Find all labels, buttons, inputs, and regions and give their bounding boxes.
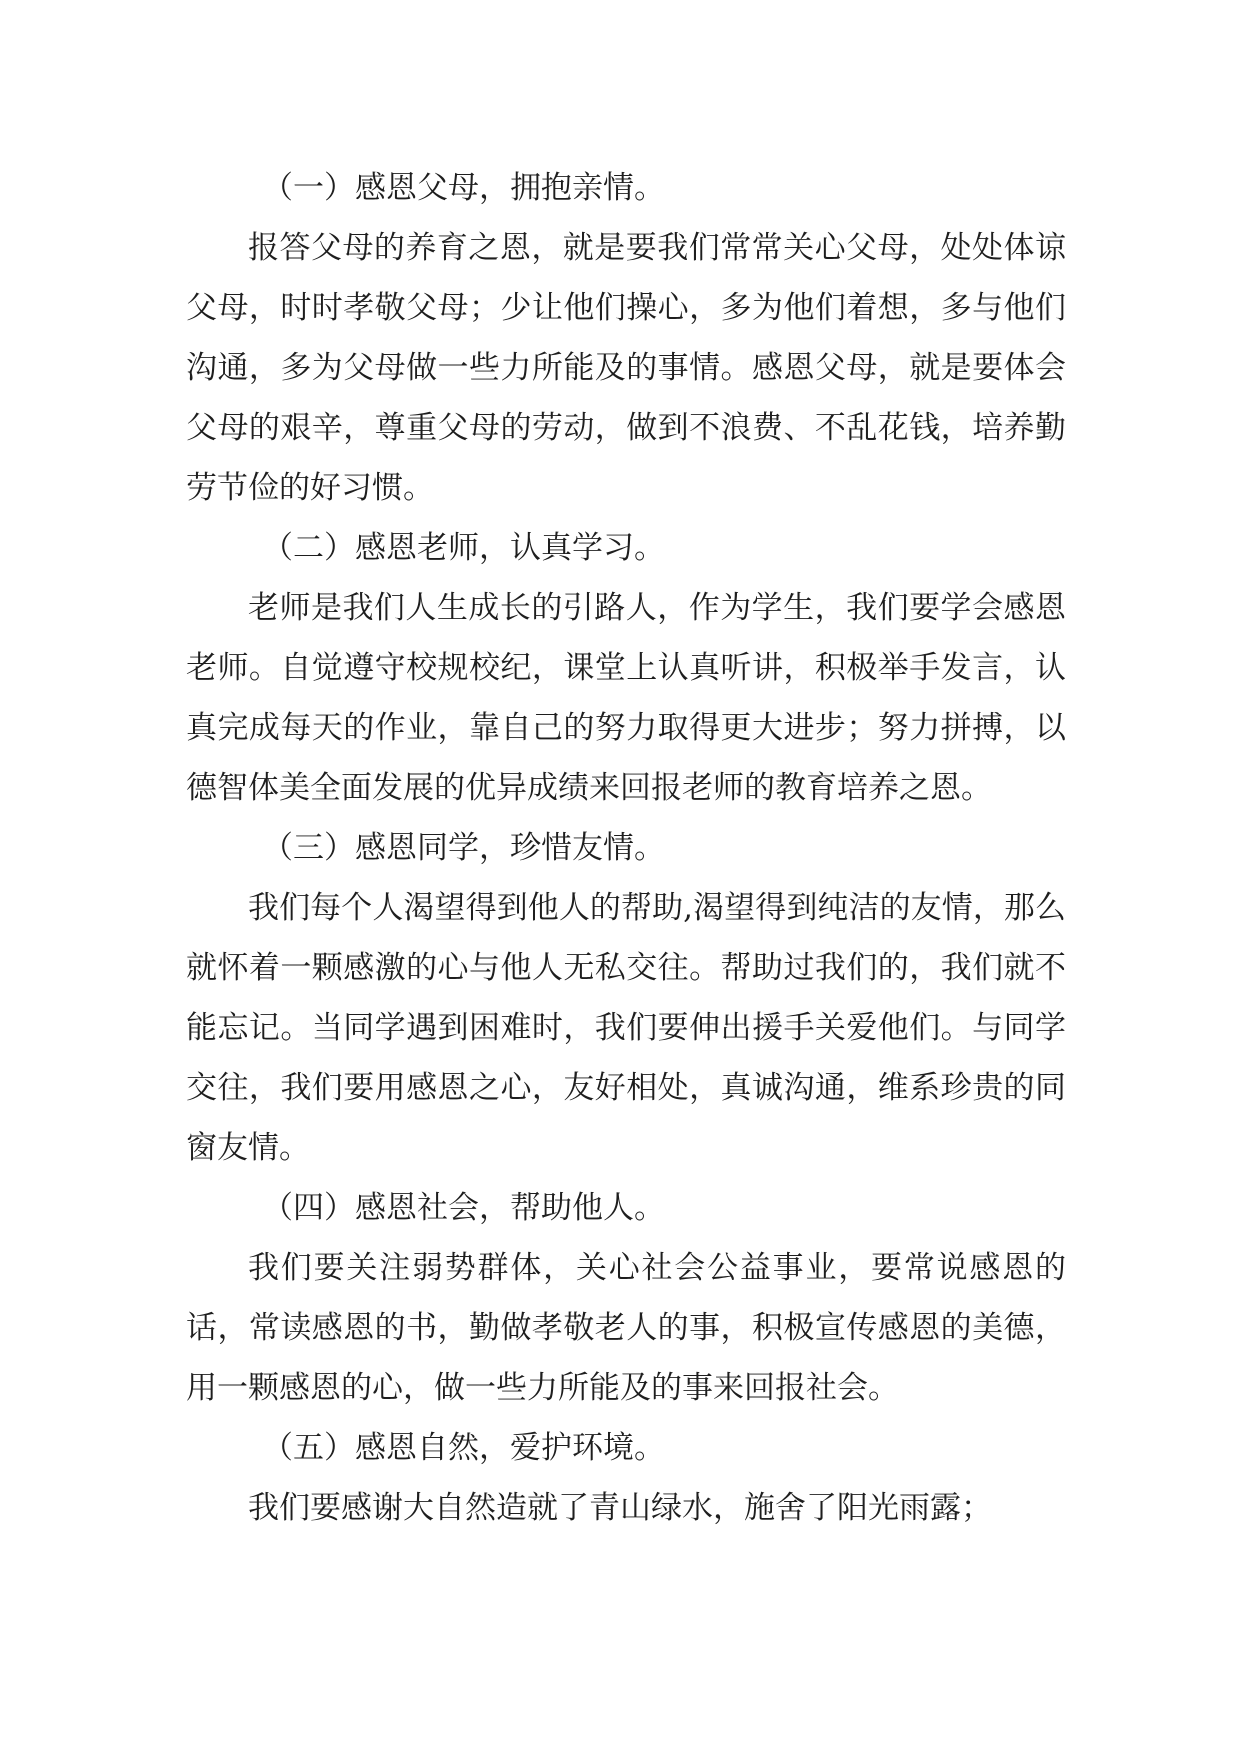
- section-heading-4: （四）感恩社会，帮助他人。: [262, 1190, 665, 1226]
- section-heading-2: （二）感恩老师，认真学习。: [262, 530, 665, 566]
- document-body: [186, 158, 1066, 1538]
- section-paragraph-2: 老师是我们人生成长的引路人，作为学生，我们要学会感恩老师。自觉遵守校规校纪，课堂上认真听讲，积极举手发言，认真完成每天的作业，靠自己的努力取得更大进步；努力拼搏，以德智体美全面发展的优异成绩来回报老师的教育培养之恩。: [186, 590, 1066, 806]
- section-paragraph-1: 报答父母的养育之恩，就是要我们常常关心父母，处处体谅父母，时时孝敬父母；少让他们操心，多为他们着想，多与他们沟通，多为父母做一些力所能及的事情。感恩父母，就是要体会父母的艰辛，尊重父母的劳动，做到不浪费、不乱花钱，培养勤劳节俭的好习惯。: [186, 230, 1066, 506]
- section-paragraph-4: 我们要关注弱势群体，关心社会公益事业，要常说感恩的话，常读感恩的书，勤做孝敬老人的事，积极宣传感恩的美德，用一颗感恩的心，做一些力所能及的事来回报社会。: [186, 1250, 1066, 1406]
- section-heading-5: （五）感恩自然，爱护环境。: [262, 1430, 665, 1466]
- section-heading-3: （三）感恩同学，珍惜友情。: [262, 830, 665, 866]
- section-heading-1: （一）感恩父母，拥抱亲情。: [262, 170, 665, 206]
- section-paragraph-5: 我们要感谢大自然造就了青山绿水，施舍了阳光雨露；: [248, 1490, 992, 1526]
- section-paragraph-3: 我们每个人渴望得到他人的帮助,渴望得到纯洁的友情，那么就怀着一颗感激的心与他人无私交往。帮助过我们的，我们就不能忘记。当同学遇到困难时，我们要伸出援手关爱他们。与同学交往，我们要用感恩之心，友好相处，真诚沟通，维系珍贵的同窗友情。: [186, 890, 1066, 1166]
